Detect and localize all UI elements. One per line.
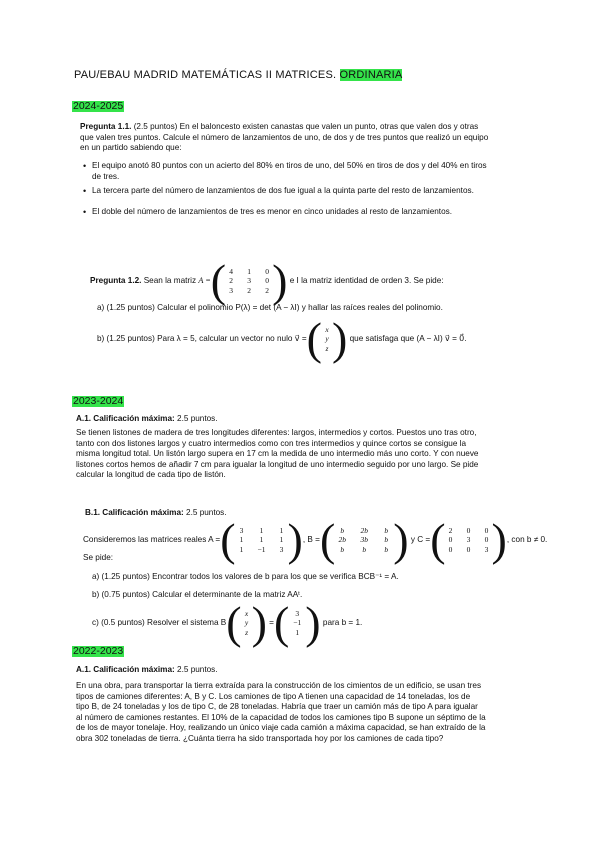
year-heading-2024-2025: 2024-2025 — [73, 100, 124, 112]
matrix-a-cell: 1 — [247, 266, 251, 276]
b1-condition: , con b ≠ 0. — [506, 534, 548, 544]
vector-cell: −1 — [293, 618, 302, 628]
matrix-cell: 0 — [448, 535, 453, 545]
a1-2023-line: tipos de camiones diferentes: A, B y C. Los camiones de tipo A tienen una capacidad de 14 toneladas, los de — [76, 691, 471, 701]
b1-matrices — [83, 514, 548, 565]
matrix-cell: 3 — [279, 544, 284, 554]
matrix-cell: 2b — [338, 535, 347, 545]
matrix-cell: b — [384, 544, 389, 554]
title-highlight: ORDINARIA — [339, 69, 403, 81]
matrix-cell: b — [362, 544, 367, 554]
matrix-cell: 1 — [239, 535, 244, 545]
matrix-cell: b — [340, 525, 345, 535]
matrix-a-cell: 3 — [229, 285, 233, 295]
vector-v-cell: z — [325, 343, 329, 353]
vector-v-cell: y — [325, 334, 329, 344]
vector-cell: z — [245, 627, 249, 637]
matrix-cell: 1 — [239, 544, 244, 554]
vector-cell: 3 — [295, 608, 300, 618]
matrix-cell: 3b — [360, 535, 369, 545]
b1-c-pre: c) (0.5 puntos) Resolver el sistema B — [92, 617, 227, 627]
year-heading-2022-2023: 2022-2023 — [73, 645, 124, 657]
p12-item-b — [97, 313, 467, 364]
a1-2023-line: En una obra, para transportar la tierra extraída para la construcción de los cimientos de un edificio, se usan tres — [76, 681, 482, 690]
bullet-2: • La tercera parte del número de lanzamientos de dos fue igual a la quinta parte del resto de lanzamientos. — [92, 186, 524, 197]
a1-2024-points: 2.5 puntos. — [177, 414, 218, 423]
b1-item-c — [92, 597, 363, 648]
matrix-cell: 0 — [484, 525, 489, 535]
a1-2023-points: 2.5 puntos. — [177, 665, 218, 674]
vector-cell: 1 — [295, 627, 300, 637]
p12-item-a: a) (1.25 puntos) Calcular el polinomio P(λ) = det (A − λI) y hallar las raíces reales del polinomio. — [97, 303, 443, 312]
title-main: PAU/EBAU MADRID MATEMÁTICAS II MATRICES. — [74, 69, 337, 81]
b1-c-eq: = — [269, 617, 274, 627]
a1-2023-line: obra 302 toneladas de tierra. ¿Cuánta tierra ha sido transportada hoy por los camiones de cada tipo? — [76, 733, 444, 743]
vector-cell: x — [244, 608, 249, 618]
matrix-cell: 2b — [360, 525, 369, 535]
bullet-1-line-1: • El equipo anotó 80 puntos con un acierto del 80% en tiros de uno, del 50% en tiros de dos y del 40% en tiros — [92, 161, 487, 170]
b1-item-b: b) (0.75 puntos) Calcular el determinante de la matriz AAᵗ. — [92, 590, 303, 599]
a1-2024-line: Se tienen listones de madera de tres longitudes diferentes: largos, intermedios y cortos. Puestos uno tras otro, — [76, 428, 477, 437]
matrix-b-2024: ( b 2b b 2b 3b b b b b ) — [319, 514, 409, 565]
bullet-1-line-2: de tres. — [92, 171, 120, 181]
a1-2023-label: A.1. Calificación máxima: — [76, 665, 175, 674]
matrix-cell: 3 — [466, 535, 471, 545]
p12-b-pre: b) (1.25 puntos) Para λ = 5, calcular un vector no nulo v⃗ = — [97, 333, 307, 343]
matrix-a-2024: ( 3 1 1 1 1 1 1 −1 3 ) — [220, 514, 303, 565]
a1-2024-body — [76, 428, 522, 481]
matrix-cell: 3 — [484, 544, 489, 554]
matrix-a-cell: 4 — [229, 266, 233, 276]
p11-line-1: (2.5 puntos) En el baloncesto existen canastas que valen un punto, otras que valen dos y otras — [133, 122, 479, 131]
matrix-a-cell: 0 — [265, 266, 269, 276]
pregunta-1-1-label: Pregunta 1.1. — [80, 122, 132, 131]
matrix-a-label: A = — [198, 275, 211, 285]
a1-2024-line: tanto con dos listones largos y cuatro intermedios como con tres intermedios y quince cortos se consigue la — [76, 438, 467, 448]
matrix-a-cell: 0 — [265, 276, 269, 286]
p11-line-3: en un partido sabiendo que: — [80, 143, 182, 153]
matrix-a: ( 4 1 0 2 3 0 3 2 2 ) — [210, 255, 288, 306]
year-heading-2023-2024: 2023-2024 — [73, 395, 124, 407]
matrix-cell: 2 — [448, 525, 453, 535]
matrix-cell: b — [384, 535, 389, 545]
matrix-cell: 0 — [484, 535, 489, 545]
matrix-cell: 3 — [239, 525, 244, 535]
a1-2023-line: tipo B, de 24 toneladas y los de tipo C, de 28 toneladas. Habría que traer un camión más de tipo A para igualar — [76, 702, 478, 712]
p12-after: e I la matriz identidad de orden 3. Se pide: — [289, 275, 444, 285]
matrix-cell: 1 — [259, 525, 264, 535]
pregunta-1-2-label: Pregunta 1.2. — [90, 275, 142, 285]
matrix-cell: b — [384, 525, 389, 535]
p11-line-2: que valen tres puntos. Calcule el número de lanzamientos de uno, de dos y de tres puntos que realizó un equipo — [80, 132, 489, 142]
b1-b-label: , B = — [302, 534, 320, 544]
vector-cell: y — [244, 618, 249, 628]
pregunta-1-1 — [80, 122, 525, 154]
a1-2023-header — [76, 665, 218, 676]
a1-2023-body — [76, 681, 522, 745]
matrix-cell: 0 — [466, 544, 471, 554]
matrix-a-cell: 2 — [229, 276, 233, 286]
matrix-c-2024: ( 2 0 0 0 3 0 0 0 3 ) — [430, 514, 507, 565]
b1-item-a: a) (1.25 puntos) Encontrar todos los valores de b para los que se verifica BCB⁻¹ = A. — [92, 572, 399, 581]
vector-xyz: ( x y z ) — [226, 597, 267, 648]
a1-2024-line: listones cortos hemos de añadir 7 cm para igualar la longitud de uno intermedio seguido por uno largo. Se pide — [76, 459, 479, 469]
b1-2024-points: 2.5 puntos. — [186, 508, 227, 517]
bullet-3: • El doble del número de lanzamientos de tres es menor en cinco unidades al resto de lanzamientos. — [92, 207, 524, 218]
pregunta-1-2-intro — [90, 255, 444, 306]
b1-c-label: y C = — [410, 534, 431, 544]
matrix-cell: 0 — [466, 525, 471, 535]
a1-2024-line: misma longitud total. Un listón largo supera en 17 cm la medida de uno intermedio más uno corto. Y con nueve — [76, 449, 479, 459]
matrix-cell: 1 — [279, 525, 284, 535]
vector-rhs: ( 3 −1 1 ) — [273, 597, 321, 648]
vector-v: ( x y z ) — [306, 313, 348, 364]
p12-intro: Sean la matriz — [143, 275, 197, 285]
a1-2024-line: calcular la longitud de cada tipo de listón. — [76, 470, 226, 480]
b1-c-post: para b = 1. — [322, 617, 363, 627]
p12-b-post: que satisfaga que (A − λI) v⃗ = 0⃗. — [349, 333, 467, 343]
matrix-a-cell: 2 — [247, 285, 251, 295]
b1-intro: Consideremos las matrices reales A = — [83, 534, 221, 544]
matrix-cell: b — [340, 544, 345, 554]
vector-v-cell: x — [325, 324, 329, 334]
a1-2023-line: de los de mayor tonelaje. Hoy, realizando un único viaje cada camión a máxima capacidad, se han extraído de la — [76, 723, 486, 733]
b1-se-pide: Se pide: — [83, 553, 114, 562]
bullet-1 — [92, 161, 524, 182]
matrix-a-cell: 3 — [247, 276, 251, 286]
matrix-cell: 1 — [279, 535, 284, 545]
a1-2023-line: al número de camiones restantes. El 10% de la capacidad de todos los camiones tipo B supone un séptimo de la — [76, 712, 486, 722]
b1-2024-label: B.1. Calificación máxima: — [85, 508, 184, 517]
matrix-cell: −1 — [257, 544, 266, 554]
matrix-a-cell: 2 — [265, 285, 269, 295]
matrix-cell: 1 — [259, 535, 264, 545]
a1-2024-header — [76, 414, 218, 425]
document-title — [74, 70, 402, 81]
matrix-cell: 0 — [448, 544, 453, 554]
a1-2024-label: A.1. Calificación máxima: — [76, 414, 175, 423]
